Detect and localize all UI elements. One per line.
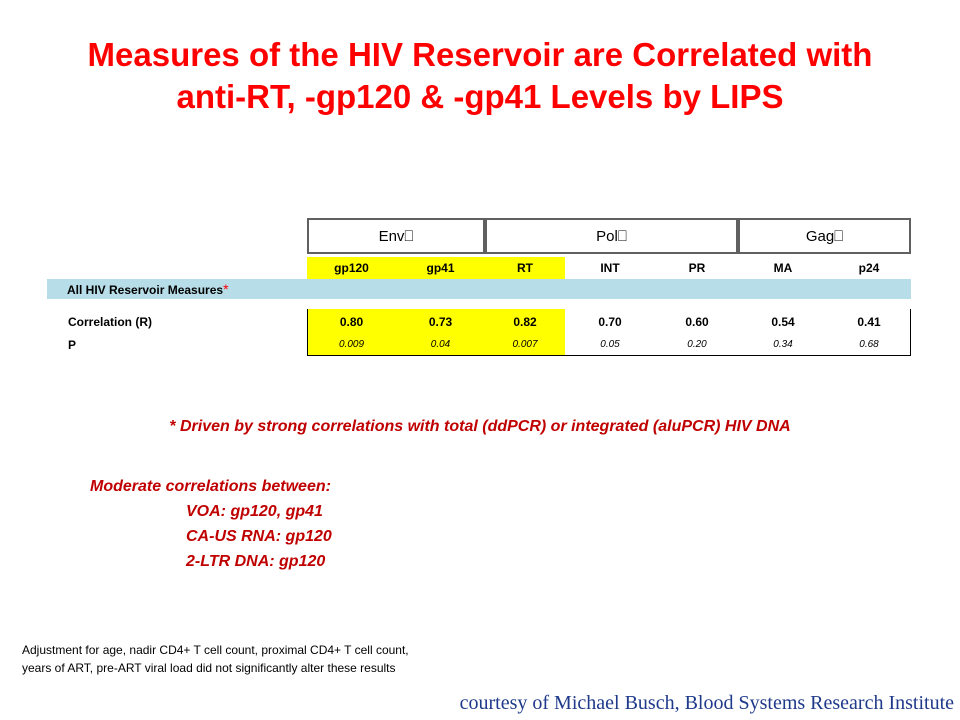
footnote: * Driven by strong correlations with total (ddPCR) or integrated (aluPCR) HIV DNA: [169, 418, 791, 435]
moderate-item: VOA: gp120, gp41: [186, 503, 323, 520]
row-label-correlation: Correlation (R): [68, 315, 152, 329]
moderate-item: CA-US RNA: gp120: [186, 528, 332, 545]
section-label: [67, 279, 229, 300]
section-marker: *: [223, 281, 229, 297]
adjustment-line-2: years of ART, pre-ART viral load did not significantly alter these results: [22, 661, 396, 675]
courtesy-credit: courtesy of Michael Busch, Blood Systems Research Institute: [459, 692, 954, 714]
correlation-value: 0.73: [428, 315, 453, 329]
column-header-ma: MA: [773, 261, 793, 275]
p-value: 0.04: [430, 339, 451, 350]
correlation-value: 0.54: [771, 315, 795, 329]
correlation-value: 0.41: [857, 315, 881, 329]
column-header-gp120: gp120: [307, 257, 396, 279]
group-header-gag: Gag⎕: [738, 218, 911, 254]
p-value: 0.34: [773, 339, 793, 350]
p-value: 0.007: [512, 339, 538, 350]
p-value: 0.009: [338, 339, 365, 350]
p-value: 0.68: [859, 339, 879, 350]
title-line-1: Measures of the HIV Reservoir are Correlated with: [87, 36, 873, 73]
p-value: 0.05: [600, 339, 620, 350]
section-band: [47, 279, 911, 299]
adjustment-line-1: Adjustment for age, nadir CD4+ T cell count, proximal CD4+ T cell count,: [22, 643, 409, 657]
row-label-p: P: [68, 338, 77, 352]
moderate-item: 2-LTR DNA: gp120: [186, 553, 326, 570]
column-header-row: [307, 257, 911, 279]
moderate-heading: Moderate correlations between:: [90, 478, 331, 495]
correlation-value: 0.60: [685, 315, 709, 329]
column-header-int: INT: [600, 261, 620, 275]
group-header-pol: Pol⎕: [485, 218, 738, 254]
section-label-text: All HIV Reservoir Measures: [67, 283, 224, 297]
p-value: 0.20: [687, 339, 707, 350]
slide-title: [0, 34, 960, 118]
group-header-env: Env⎕: [307, 218, 485, 254]
title-line-2: anti-RT, -gp120 & -gp41 Levels by LIPS: [176, 78, 784, 115]
adjustment-note: [22, 641, 409, 677]
column-header-rt: RT: [485, 257, 565, 279]
correlation-value: 0.82: [513, 315, 537, 329]
column-header-p24: p24: [858, 261, 880, 275]
column-header-gp41: gp41: [396, 257, 485, 279]
correlation-value: 0.80: [339, 315, 364, 329]
column-header-pr: PR: [688, 261, 706, 275]
correlation-value: 0.70: [598, 315, 622, 329]
